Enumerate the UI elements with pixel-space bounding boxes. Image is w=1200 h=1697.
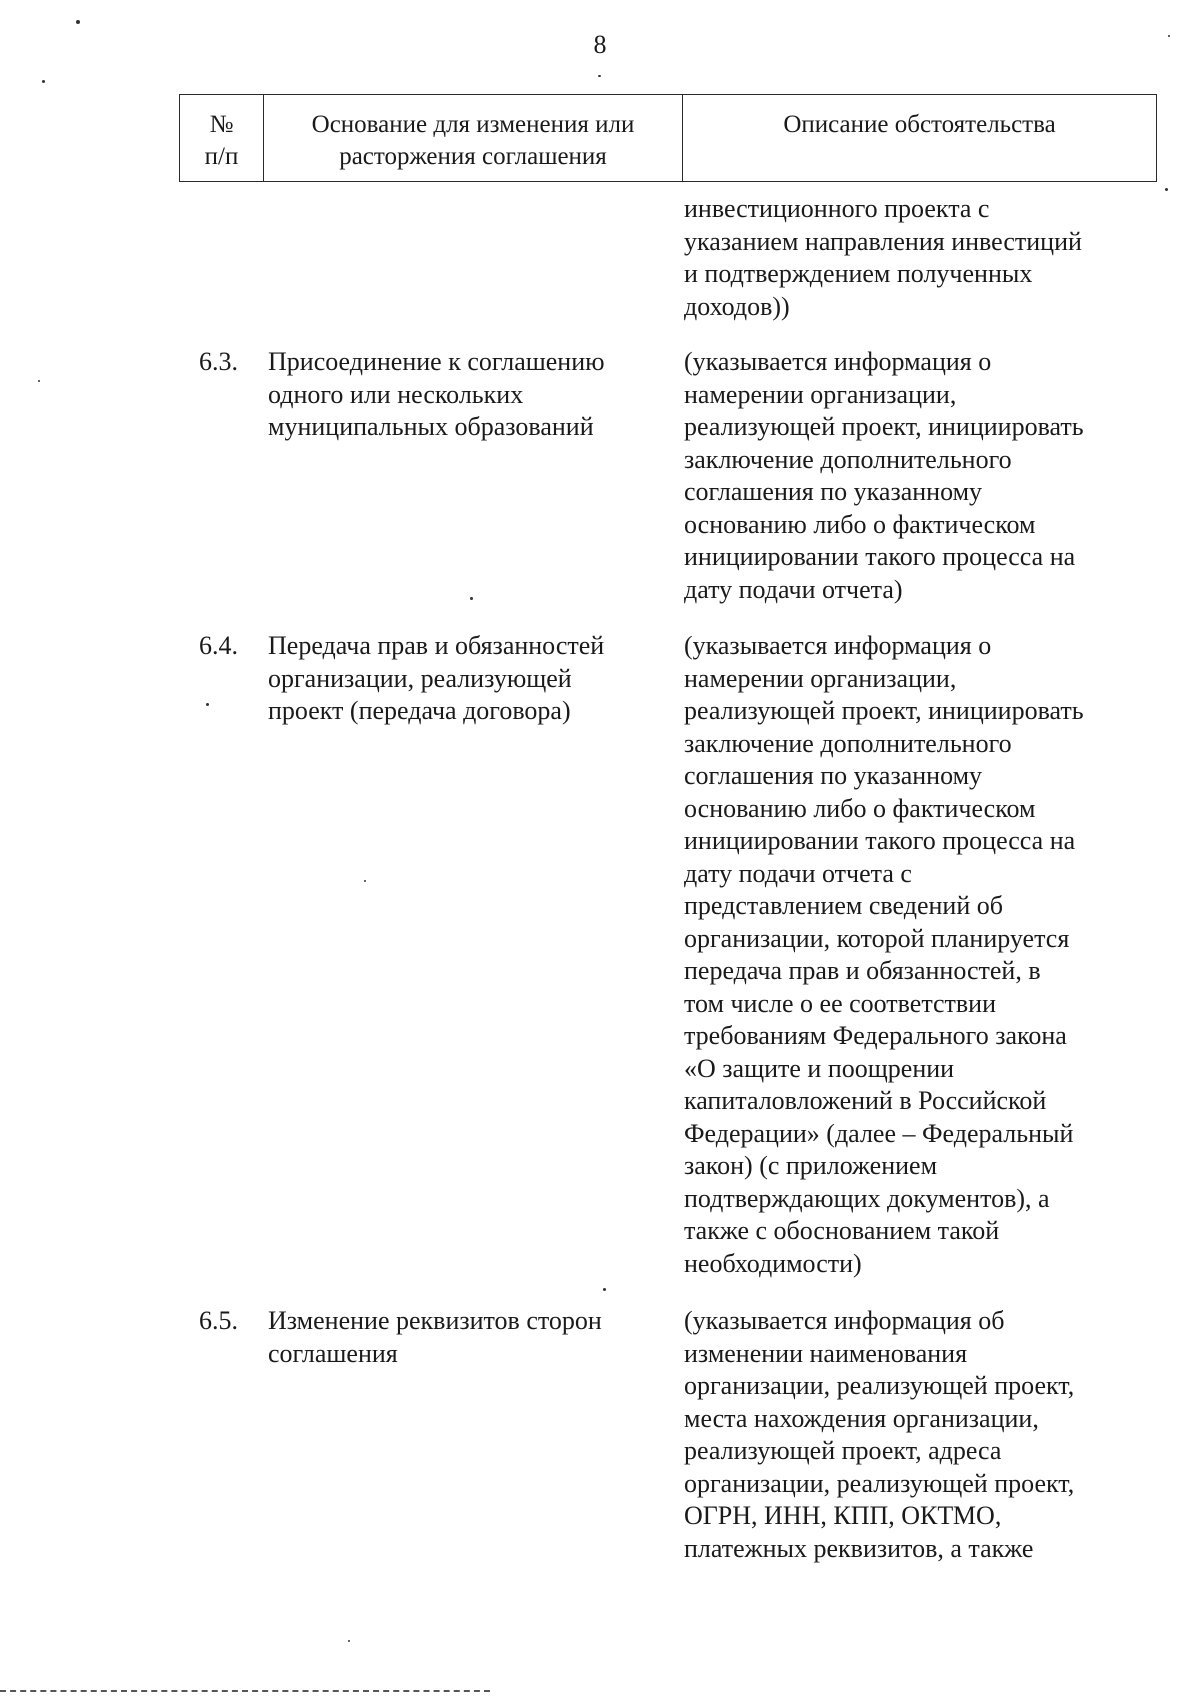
row-basis	[268, 630, 668, 728]
text-line: соглашения по указанному	[684, 761, 983, 790]
text-line: места нахождения организации,	[684, 1403, 1039, 1433]
row-basis	[268, 1305, 668, 1370]
scan-speck	[1165, 188, 1168, 191]
text-line: платежных реквизитов, а также	[684, 1533, 1034, 1563]
header-text: расторжения соглашения	[339, 143, 607, 170]
text-line: реализующей проект, адреса	[684, 1436, 1002, 1465]
text-line: дату подачи отчета с	[684, 858, 912, 888]
text-line: Изменение реквизитов сторон	[268, 1306, 602, 1335]
row-number: 6.3.	[199, 347, 238, 376]
text-line: изменении наименования	[684, 1338, 968, 1368]
text-line: намерении организации,	[684, 379, 957, 409]
row-description	[684, 630, 1154, 1280]
scan-speck	[1168, 35, 1170, 37]
text-line: передача прав и обязанностей, в	[684, 956, 1041, 985]
text-line: (указывается информация об	[684, 1306, 1005, 1335]
text-line: инвестиционного проекта с	[684, 194, 990, 223]
header-col-number	[180, 95, 264, 182]
text-line: инициировании такого процесса на	[684, 826, 1076, 855]
text-line: необходимости)	[684, 1248, 862, 1278]
text-line: Передача прав и обязанностей	[268, 631, 605, 660]
text-line: Федерации» (далее – Федеральный	[684, 1118, 1074, 1148]
scan-speck	[598, 75, 601, 77]
text-line: и подтверждением полученных	[684, 259, 1033, 288]
table-header	[179, 94, 1157, 182]
header-text: Описание обстоятельства	[783, 111, 1056, 138]
text-line: заключение дополнительного	[684, 444, 1012, 474]
text-line: закон) (с приложением	[684, 1151, 938, 1180]
text-line: представлением сведений об	[684, 891, 1003, 920]
scan-speck	[76, 20, 80, 24]
text-line: соглашения по указанному	[684, 477, 983, 506]
text-line: реализующей проект, инициировать	[684, 696, 1084, 725]
text-line: организации, реализующей проект,	[684, 1371, 1075, 1400]
text-line: ОГРН, ИНН, КПП, ОКТМО,	[684, 1501, 1002, 1530]
text-line: дату подачи отчета)	[684, 574, 903, 604]
header-text: п/п	[204, 143, 239, 170]
text-line: организации, реализующей проект,	[684, 1468, 1075, 1498]
header-col-basis	[264, 95, 683, 182]
text-line: требованиям Федерального закона	[684, 1021, 1067, 1050]
scan-speck	[470, 597, 473, 600]
scan-speck	[603, 1288, 606, 1291]
text-line: также с обоснованием такой	[684, 1216, 1000, 1245]
text-line: (указывается информация о	[684, 631, 992, 660]
scan-speck	[42, 80, 45, 83]
text-line: организации, которой планируется	[684, 923, 1070, 953]
header-text: Основание для изменения или	[311, 111, 635, 138]
text-line: соглашения	[268, 1338, 398, 1368]
text-line: основанию либо о фактическом	[684, 793, 1036, 823]
text-line: (указывается информация о	[684, 347, 992, 376]
bottom-rule	[0, 1690, 490, 1692]
text-line: заключение дополнительного	[684, 728, 1012, 758]
text-line: инициировании такого процесса на	[684, 542, 1076, 571]
page-number: 8	[593, 30, 607, 59]
row-basis	[268, 346, 668, 444]
text-line: основанию либо о фактическом	[684, 509, 1036, 539]
continuation-text	[684, 193, 1154, 323]
row-description	[684, 346, 1154, 606]
text-line: реализующей проект, инициировать	[684, 412, 1084, 441]
scan-speck	[348, 1640, 350, 1642]
text-line: Присоединение к соглашению	[268, 347, 605, 376]
scan-speck	[206, 703, 209, 706]
text-line: намерении организации,	[684, 663, 957, 693]
text-line: доходов))	[684, 291, 790, 321]
row-description	[684, 1305, 1154, 1565]
text-line: одного или нескольких	[268, 379, 524, 409]
header-text: №	[209, 111, 234, 138]
row-number: 6.4.	[199, 631, 238, 660]
text-line: том числе о ее соответствии	[684, 988, 997, 1018]
scan-speck	[38, 380, 40, 382]
header-col-description	[683, 95, 1157, 182]
text-line: указанием направления инвестиций	[684, 226, 1082, 256]
text-line: проект (передача договора)	[268, 696, 571, 725]
text-line: организации, реализующей	[268, 663, 572, 693]
row-number: 6.5.	[199, 1306, 238, 1335]
text-line: капиталовложений в Российской	[684, 1086, 1047, 1115]
text-line: муниципальных образований	[268, 412, 594, 441]
scan-speck	[364, 880, 366, 882]
text-line: подтверждающих документов), а	[684, 1183, 1050, 1213]
text-line: «О защите и поощрении	[684, 1053, 955, 1083]
